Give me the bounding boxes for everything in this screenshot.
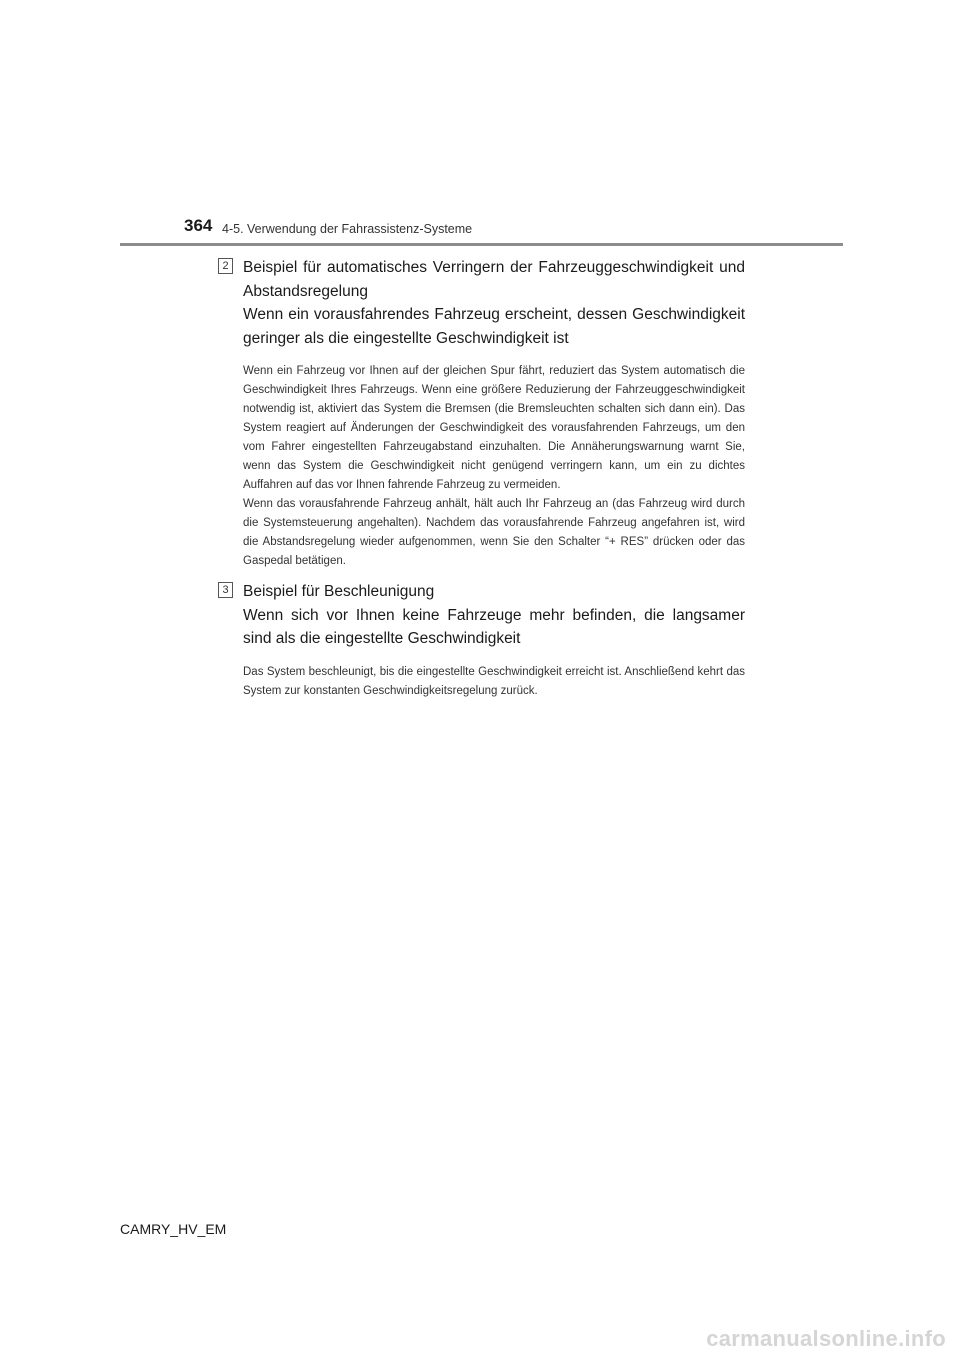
header-rule	[120, 243, 843, 246]
item-2-heading	[243, 256, 745, 350]
item-3-heading-line1: Beispiel für Beschleunigung	[243, 583, 435, 600]
item-2-body-paragraph-2: Wenn das vorausfahrende Fahrzeug anhält, hält auch Ihr Fahrzeug an (das Fahrzeug wird durch die Systemsteuerung angehalten). Nachdem das vorausfahrende Fahrzeug angefahren ist, wird die Abstandsregelung wieder aufgenommen, wenn Sie den Schalter “+ RES” drücken oder das Gaspedal betätigen.	[243, 498, 745, 567]
item-3-body-paragraph-1: Das System beschleunigt, bis die eingestellte Geschwindigkeit erreicht ist. Anschließend kehrt das System zur konstanten Geschwindigkeitsregelung zurück.	[243, 665, 745, 697]
section-title: 4-5. Verwendung der Fahrassistenz-Systeme	[222, 222, 473, 236]
page-number: 364	[184, 216, 213, 235]
item-2	[222, 256, 745, 571]
item-3	[222, 580, 745, 701]
item-3-heading-line2: Wenn sich vor Ihnen keine Fahrzeuge mehr befinden, die langsamer sind als die eingestellte Geschwindigkeit	[243, 606, 745, 647]
number-marker-3: 3	[218, 582, 233, 598]
number-marker-2: 2	[218, 258, 233, 274]
footer-code: CAMRY_HV_EM	[120, 1221, 227, 1237]
item-2-heading-line2: Wenn ein vorausfahrendes Fahrzeug erscheint, dessen Geschwindigkeit geringer als die eingestellte Geschwindigkeit ist	[243, 306, 745, 347]
item-3-heading	[243, 580, 745, 651]
watermark: carmanualsonline.info	[706, 1326, 946, 1351]
item-2-heading-line1: Beispiel für automatisches Verringern der Fahrzeuggeschwindigkeit und Abstandsregelung	[243, 259, 745, 300]
item-2-body-paragraph-1: Wenn ein Fahrzeug vor Ihnen auf der gleichen Spur fährt, reduziert das System automatisch die Geschwindigkeit Ihres Fahrzeugs. Wenn eine größere Reduzierung der Fahrzeuggeschwindigkeit notwendig ist, aktiviert das System die Bremsen (die Bremsleuchten schalten sich dann ein). Das System reagiert auf Änderungen der Geschwindigkeit des vorausfahrenden Fahrzeugs, um den vom Fahrer eingestellten Fahrzeugabstand einzuhalten. Die Annäherungswarnung warnt Sie, wenn das System die Geschwindigkeit nicht genügend verringern kann, um ein zu dichtes Auffahren auf das vor Ihnen fahrende Fahrzeug zu vermeiden.	[243, 365, 745, 491]
